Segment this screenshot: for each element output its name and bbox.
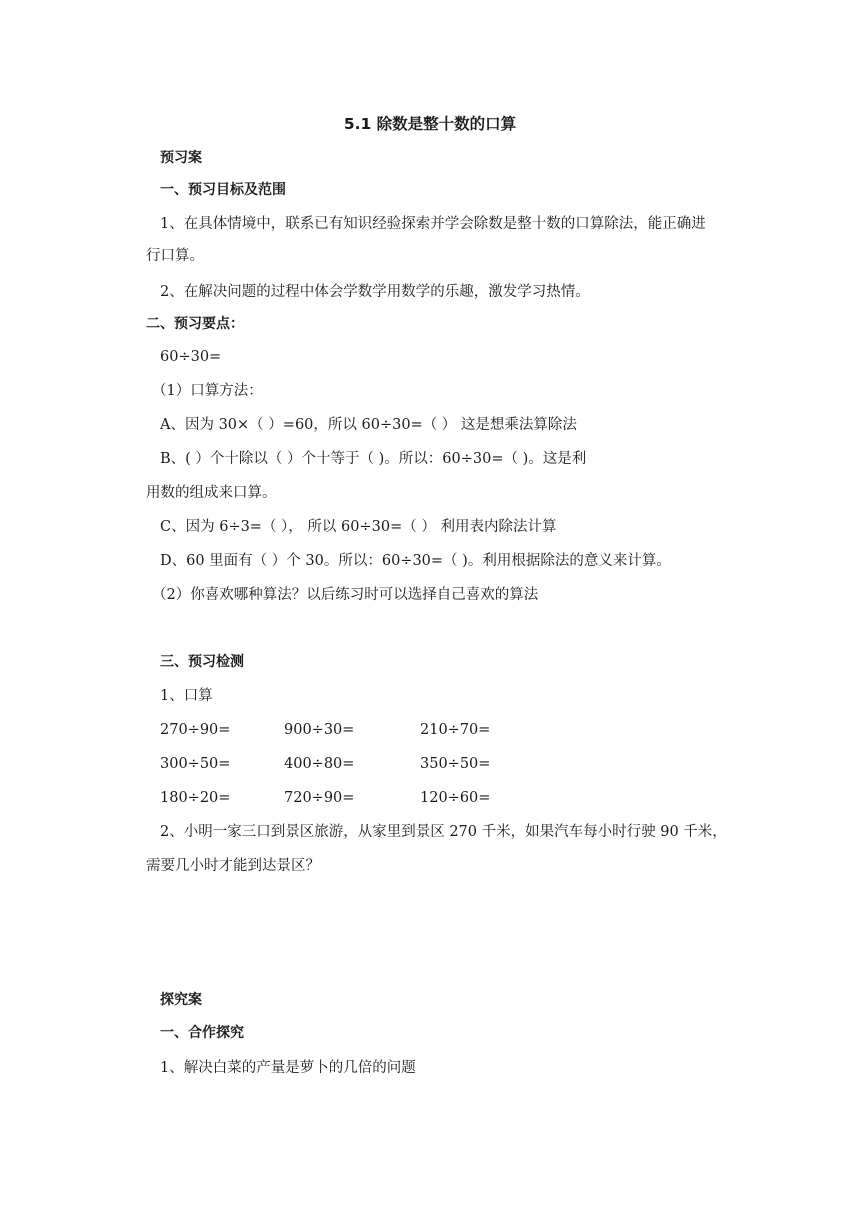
section-heading-explore: 探究案: [160, 992, 202, 1008]
points-heading: 二、预习要点：: [146, 316, 244, 332]
calc-r1-c2: 900÷30=: [284, 722, 355, 738]
word-problem-line-2: 需要几小时才能到达景区？: [146, 858, 320, 874]
goal-1-line-2: 行口算。: [146, 248, 204, 264]
method-b-line-1: B、( ）个十除以（ ）个十等于（ )。所以：60÷30=（ )。这是利: [160, 451, 587, 467]
page-title: 5.1 除数是整十数的口算: [343, 115, 517, 133]
goal-heading: 一、预习目标及范围: [160, 182, 286, 198]
calc-r1-c3: 210÷70=: [420, 722, 491, 738]
expression: 60÷30=: [160, 349, 222, 365]
calc-r3-c1: 180÷20=: [160, 790, 231, 806]
goal-1-line-1: 1、在具体情境中，联系已有知识经验探索并学会除数是整十数的口算除法，能正确进: [160, 216, 706, 232]
cooperation-heading: 一、合作探究: [160, 1025, 244, 1041]
method-c: C、因为 6÷3=（ ）， 所以 60÷30=（ ） 利用表内除法计算: [160, 519, 557, 535]
goal-2: 2、在解决问题的过程中体会学数学用数学的乐趣，激发学习热情。: [160, 284, 590, 300]
explore-item-1: 1、解决白菜的产量是萝卜的几倍的问题: [160, 1060, 416, 1076]
check-heading: 三、预习检测: [160, 654, 244, 670]
calc-r3-c3: 120÷60=: [420, 790, 491, 806]
method-heading: （1）口算方法：: [152, 383, 263, 399]
calc-r2-c3: 350÷50=: [420, 756, 491, 772]
method-d: D、60 里面有（ ）个 30。所以：60÷30=（ )。利用根据除法的意义来计算。: [160, 553, 671, 569]
calc-r2-c1: 300÷50=: [160, 756, 231, 772]
calc-r3-c2: 720÷90=: [284, 790, 355, 806]
section-heading-preview: 预习案: [160, 150, 202, 166]
calc-r2-c2: 400÷80=: [284, 756, 355, 772]
calc-r1-c1: 270÷90=: [160, 722, 231, 738]
question-2: （2）你喜欢哪种算法？以后练习时可以选择自己喜欢的算法: [152, 587, 539, 603]
method-b-line-2: 用数的组成来口算。: [146, 485, 277, 501]
oral-calc-heading: 1、口算: [160, 688, 213, 704]
word-problem-line-1: 2、小明一家三口到景区旅游，从家里到景区 270 千米，如果汽车每小时行驶 90 千米，: [160, 824, 727, 840]
method-a: A、因为 30×（ ）=60，所以 60÷30=（ ） 这是想乘法算除法: [160, 417, 577, 433]
